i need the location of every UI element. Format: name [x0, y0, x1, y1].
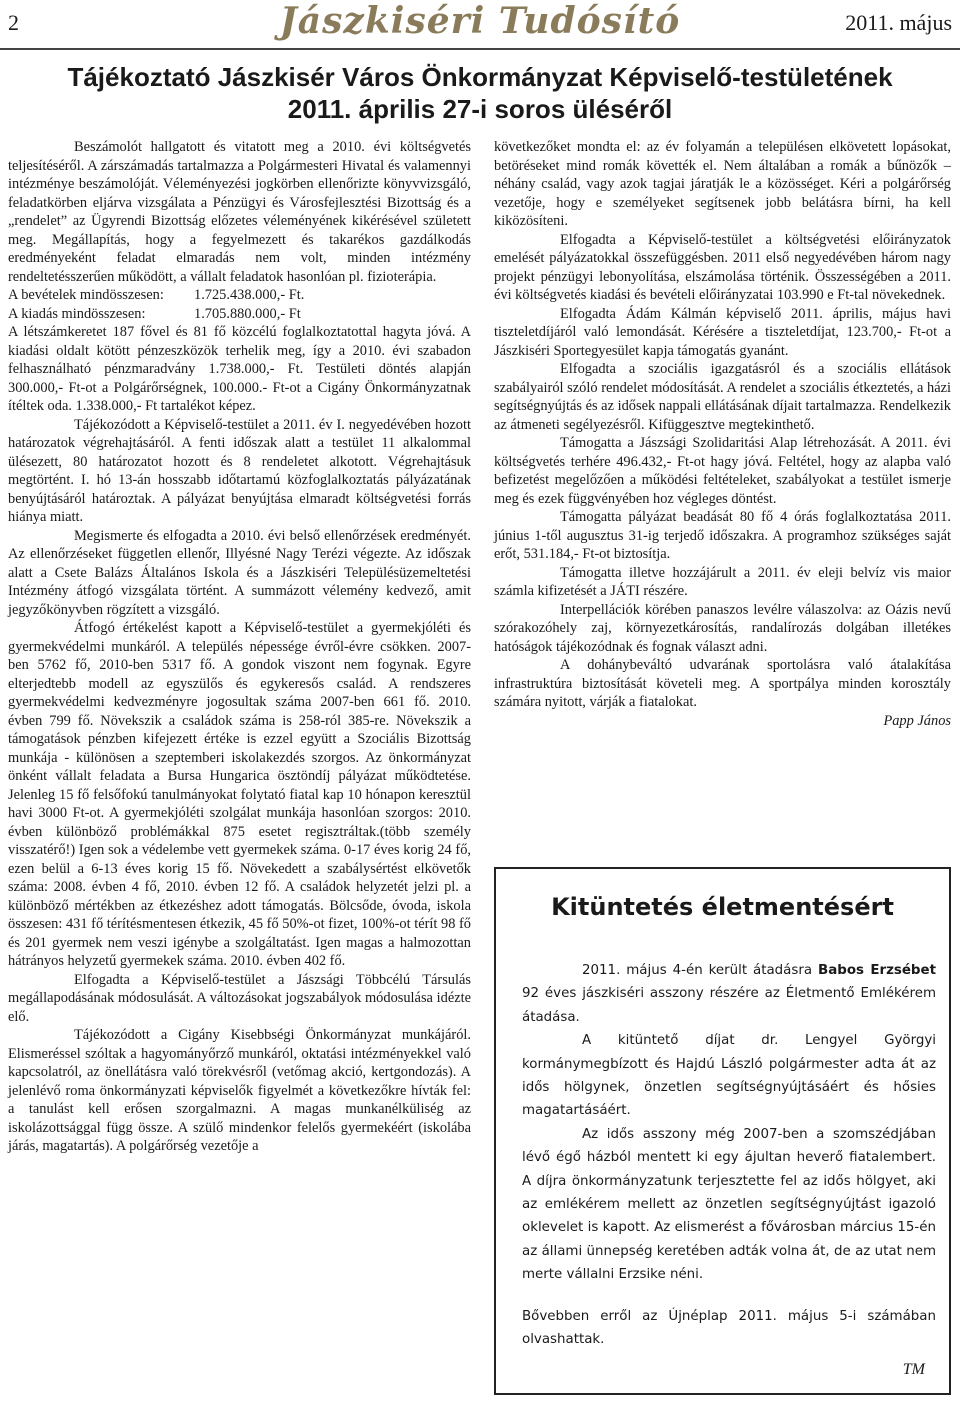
expense-line [8, 305, 471, 324]
paragraph: Tájékozódott a Cigány Kisebbségi Önkormányzat munkájáról. Elismeréssel szóltak a hagyományőrző munkáról, oktatási intézményekkel való kapcsolatról, az önellátásra való törekvésről (vetőmag akció, kertgondozás). A jelenlévő roma önkormányzati képviselők figyelmét a következőkre hívták fel: a tanulást kell erősen szorgalmazni. A magas munkanélküliség az iskolázottsággal függ össze. A szülő mindenkor felelős gyermekéért (iskolába járás, magatartás). A polgárőrség vezetője a [8, 1027, 471, 1154]
award-paragraph [522, 959, 936, 1029]
expense-value: 1.705.880.000,- Ft [194, 305, 301, 322]
article-title-line-1: Tájékoztató Jászkisér Város Önkormányzat Képviselő-testületének [67, 62, 893, 92]
award-text: 2011. május 4-én került átadásra [582, 963, 818, 978]
paragraph: Elfogadta Ádám Kálmán képviselő 2011. április, május havi tiszteletdíjáról való lemondását. Kérésére a tiszteletdíjat, 123.700,- Ft-ot a Jászkiséri Sportegyesület kapja támogatás gyanánt. [494, 305, 951, 359]
income-value: 1.725.438.000,- Ft. [194, 287, 305, 303]
award-box-title: Kitüntetés életmentésért [551, 893, 894, 921]
newspaper-masthead: Jászkiséri Tudósító [279, 0, 681, 42]
paragraph: Megismerte és elfogadta a 2010. évi belső ellenőrzések eredményét. Az ellenőrzéseket független ellenőr, Illyésné Nagy Terézi végezte. Az időszak alatt a Csete Balázs Általános Iskola és a Jászkiséri Településüzemeltetési Intézmény átfogó vizsgálata történt. A summázott vélemény kedvező, amit jegyzőkönyvben rögzített a vizsgáló. [8, 527, 471, 618]
paragraph: Elfogadta a Képviselő-testület a költségvetési előirányzatok emelését pályázatokkal összefüggésben. 2011 első negyedévében három nagy projekt pénzügyi lebonyolítása, elszámolása történik. Összességében a 2011. évi költségvetés kiadási és bevételi előirányzatai 103.990 e Ft-tal növekednek. [494, 231, 951, 303]
paragraph: A dohánybeváltó udvarának sportolásra való átalakítása infrastruktúra biztosítását követeli meg. A sportpálya minden korosztály számára nyitott, várják a fiatalokat. [494, 657, 951, 710]
page-header [0, 0, 960, 50]
article-author: Papp János [883, 712, 951, 729]
award-box [494, 867, 951, 1395]
paragraph: Átfogó értékelést kapott a Képviselő-testület a gyermekjóléti és gyermekvédelmi munkáról. A település népessége évről-évre csökken. 2007-ben 5762 fő, 2010-ben 5317 fő. A gondok viszont nem fogynak. Egyre elterjedtebb modell az egyszülős és egykeresős család. A rendszeres gyermekvédelmi kedvezményre jogosultak száma 2007-ben 661 fő. 2010. évben 799 fő. Növekszik a családok száma is 258-ról 385-re. Növekszik a támogatások pénzben kifejezett értéke is ezzel együtt a Szociális Bizottság munkája - különösen a szeptemberi iskolakezdés szorgos. Az önkormányzat önként vállalt feladata a Bursa Hungarica ösztöndíj pályázat működtetése. Jelenleg 15 fő felsőfokú tanulmányokat folytató fiatal kap 10 hónapon keresztül havi 3000 Ft-ot. A gyermekjóléti szolgálat munkája hasonlóan szorgos: 2010. évben különböző problémákkal 875 esetet regisztráltak.(több személy visszatérő!) Igen sok a védelembe vett gyermekek száma. 0-17 éves korig 24 fő, ezen belül a 6-13 éves korig 15 fő. Növekedett a szabálysértést elkövetők száma: 2008. évben 4 fő, 2010. évben 12 fő. A családok helyzetét jelzi pl. a különböző mértékben az étkezéshez adott támogatás. Bölcsőde, óvoda, iskola összesen: 431 fő térítésmentesen étkezik, 45 fő 50%-ot fizet, 100%-ot térít 98 fő és 201 gyermek nem veszi igénybe a szolgáltatást. Igen magas a halmozottan hátrányos helyzetű gyermekek száma. 2010. évben 402 fő. [8, 620, 471, 969]
page-number: 2 [8, 10, 19, 35]
article-right-column [494, 138, 951, 730]
issue-date: 2011. május [845, 10, 952, 35]
award-signature: TM [902, 1361, 925, 1378]
paragraph: Elfogadta a szociális igazgatásról és a szociális ellátások szabályairól szóló rendelet módosítását. A rendelet a szociális étkeztetés, a házi segítségnyújtás és az idősek nappali ellátásának díjait tartalmazza. Rendelkezik az átmeneti segélyezésről. Kifüggesztve megtekinthető. [494, 361, 951, 433]
paragraph: Támogatta a Jászsági Szolidaritási Alap létrehozását. A 2011. évi költségvetés terhére 496.432,- Ft-ot hagy jóvá. Feltétel, hogy az alapba való befizetést megelőzően a működési feltételeket, szabályokat a testület ismerje meg és ezek függvényében hoz végleges döntést. [494, 435, 951, 507]
paragraph: Elfogadta a Képviselő-testület a Jászsági Többcélú Társulás megállapodásának módosulását. A változásokat jogszabályok módosulása idézte elő. [8, 971, 471, 1025]
income-line [8, 286, 471, 305]
article-title-line-2: 2011. április 27-i soros üléséről [287, 94, 673, 124]
award-recipient-name: Babos Erzsébet [818, 963, 936, 978]
award-text: 92 éves jászkiséri asszony részére az Életmentő Emlékérem átadása. [522, 986, 936, 1025]
paragraph: Támogatta illetve hozzájárult a 2011. év eleji belvíz vis maior számla kifizetését a JÁTI részére. [494, 564, 951, 599]
paragraph: Támogatta pályázat beadását 80 fő 4 órás foglalkoztatása 2011. június 1-től augusztus 31-ig terjedő időszakra. A programhoz szükséges saját erőt, 531.184,- Ft-ot biztosítja. [494, 509, 951, 562]
award-paragraph: A kitüntető díjat dr. Lengyel Györgyi kormánymegbízott és Hajdú László polgármester adta át az idős hölgynek, önzetlen segítségnyújtásáért és hősies magatartásáért. [522, 1033, 936, 1119]
award-paragraph: Az idős asszony még 2007-ben a szomszédjában lévő égő házból mentett ki egy ájultan heverő fiatalembert. A díjra önkormányzatunk terjesztette fel az idős hölgyet, aki az emlékérem mellett az önzetlen segítségnyújtást igazoló oklevelet is kapott. Az elismerést a fővárosban március 15-én az állami ünnepség keretében adták volna át, de az utat nem merte vállalni Erzsike néni. [522, 1126, 936, 1283]
income-label: A bevételek mindösszesen: [8, 287, 164, 303]
paragraph: Tájékozódott a Képviselő-testület a 2011. év I. negyedévében hozott határozatok végrehajtásáról. A fenti időszak alatt a testület 11 alkalommal ülésezett, 80 határozatot hozott és 8 rendeletet alkotott. Végrehajtásuk megtörtént. I. hó 13-án hosszabb időtartamú közfoglalkoztatás pályázatának benyújtásáról határoztak. A pályázat benyújtása elmaradt költségvetési forrás hiánya miatt. [8, 416, 471, 525]
award-paragraph: Bővebben erről az Újnéplap 2011. május 5-i számában olvashattak. [522, 1308, 936, 1348]
expense-label: A kiadás mindösszesen: [8, 305, 146, 322]
paragraph: Interpellációk körében panaszos levélre válaszolva: az Oázis nevű szórakozóhely zaj, környezetkárosítás, randalírozás dolgában illetékes hatóságok tájékozódnak és fognak választ adni. [494, 601, 951, 655]
paragraph: következőket mondta el: az év folyamán a településen elkövetett lopásokat, betöréseket mind romák követték el. Nem általában a romák a bűnözők – néhány család, vagy azok tagjai járatják le a közösséget. Kéri a polgárőrség vezetője, hogy e személyeket segítsenek jobb belátásra bírni, ha kell kiközösíteni. [494, 139, 951, 229]
paragraph: Beszámolót hallgatott és vitatott meg a 2010. évi költségvetés teljesítéséről. A zárszámadás tartalmazza a Polgármesteri Hivatal és valamennyi intézménye beszámolóját. Véleményezési jogkörben ellenőrizte könyvvizsgáló, feladatkörben eljárva vizsgálata a Pénzügyi és Városfejlesztési Bizottság és a „rendelet” az Ügyrendi Bizottság előzetes véleményének kikérésével született meg. Megállapítás, hogy a fegyelmezett és takarékos gazdálkodás eredményeként feladat elmaradás nem volt, minden intézmény rendeltetésszerűen működött, a vállalt feladatok hasonlóan pl. fizioterápia. [8, 139, 471, 285]
article-left-column [8, 138, 471, 1156]
award-box-body [522, 959, 936, 1352]
paragraph: A létszámkeretet 187 fővel és 81 fő közcélú foglalkoztatottal hagyta jóvá. A kiadási oldalt kötött pénzeszközök terhelik meg, így a 2010. évi szabadon felhasználható pénzmaradvány 1.738.000,- Ft. Testületi döntés alapján 300.000,- Ft-ot a Polgárőrségnek, 100.000.- Ft-ot a Cigány Önkormányzatnak ítéltek oda. 1.338.000,- Ft tartalékot képez. [8, 324, 471, 414]
